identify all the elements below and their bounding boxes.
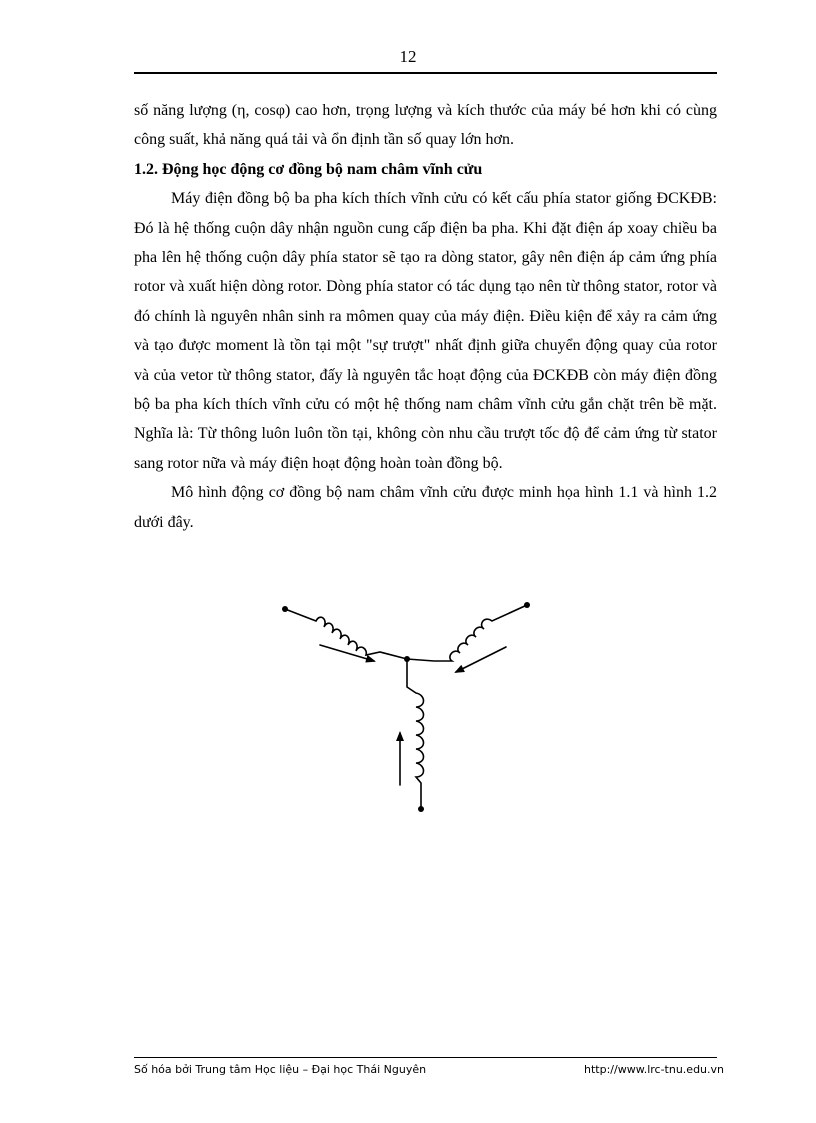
left-winding bbox=[285, 609, 407, 659]
terminal-c bbox=[418, 806, 424, 812]
paragraph-stator-description: Máy điện đồng bộ ba pha kích thích vĩnh cửu có kết cấu phía stator giống ĐCKĐB: Đó là hệ thống cuộn dây nhận nguồn cung cấp điện ba pha. Khi đặt điện áp xoay chiều ba pha lên hệ thống cuộn dây phía stator sẽ tạo ra dòng stator, gây nên điện áp cảm ứng phía rotor và xuất hiện dòng rotor. Dòng phía stator có tác dụng tạo nên từ thông stator, rotor và đó chính là nguyên nhân sinh ra mômen quay của máy điện. Điều kiện để xảy ra cảm ứng và tạo được moment là tồn tại một "sự trượt" nhất định giữa chuyển động quay của rotor và của vetor từ thông stator, đấy là nguyên tắc hoạt động của ĐCKĐB còn máy điện đồng bộ ba pha kích thích vĩnh cửu có một hệ thống nam châm vĩnh cửu gắn chặt trên bề mặt. Nghĩa là: Từ thông luôn luôn tồn tại, không còn nhu cầu trượt tốc độ để cảm ứng từ stator sang rotor nữa và máy điện hoạt động hoàn toàn đồng bộ. bbox=[134, 190, 717, 472]
footer-source: Số hóa bởi Trung tâm Học liệu – Đại học Thái Nguyên bbox=[134, 1063, 427, 1076]
right-winding bbox=[407, 605, 527, 661]
neutral-point bbox=[404, 656, 410, 662]
body-text bbox=[134, 96, 717, 537]
star-winding-figure bbox=[270, 595, 550, 825]
bottom-winding bbox=[407, 659, 424, 809]
footer-rule bbox=[134, 1057, 717, 1058]
star-winding-diagram bbox=[270, 595, 550, 825]
page-number: 12 bbox=[399, 47, 417, 66]
right-current-arrow bbox=[456, 647, 506, 672]
terminal-a bbox=[282, 606, 288, 612]
footer-url: http://www.lrc-tnu.edu.vn bbox=[584, 1063, 724, 1076]
paragraph-continuation: số năng lượng (η, cosφ) cao hơn, trọng lượng và kích thước của máy bé hơn khi có cùng công suất, khả năng quá tải và ổn định tần số quay lớn hơn. bbox=[134, 102, 717, 149]
terminal-b bbox=[524, 602, 530, 608]
section-heading: 1.2. Động học động cơ đồng bộ nam châm vĩnh cửu bbox=[134, 160, 483, 178]
header-rule bbox=[134, 72, 717, 74]
paragraph-figure-intro: Mô hình động cơ đồng bộ nam châm vĩnh cửu được minh họa hình 1.1 và hình 1.2 dưới đây. bbox=[134, 484, 717, 531]
